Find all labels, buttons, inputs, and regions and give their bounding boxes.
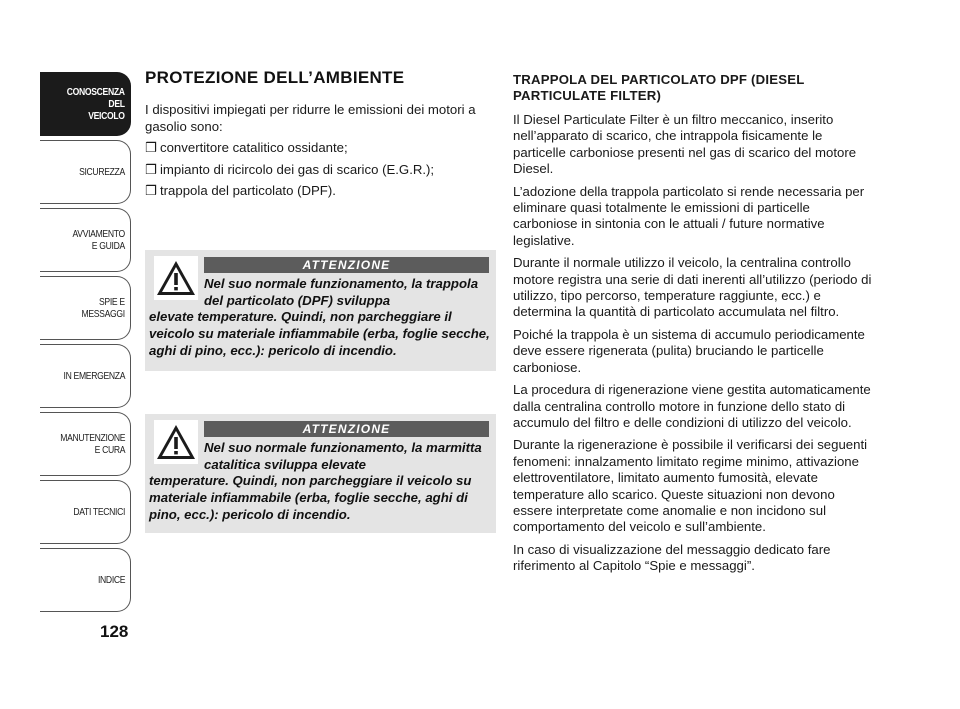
checkbox-bullet-icon: ❒	[145, 161, 157, 177]
warning-text-lead: Nel suo normale funzionamento, la marmitta catalitica sviluppa elevate	[204, 440, 482, 472]
warning-text-lead: Nel suo normale funzionamento, la trappola del particolato (DPF) sviluppa	[204, 276, 479, 308]
checkbox-bullet-icon: ❒	[145, 140, 157, 155]
paragraph: Durante la rigenerazione è possibile il verificarsi dei seguenti fenomeni: innalzamento limitato regime minimo, attivazione elettroventilatore, limitato aumento fumosità, elevate temperature allo scarico. Queste situazioni non devono essere interpretate come anomalie e non incidono sul comportamento del veicolo e sull’ambiente.	[513, 437, 868, 535]
list-item	[145, 140, 495, 157]
tab-dati-tecnici[interactable]	[40, 480, 131, 544]
paragraph: L’adozione della trappola particolato si rende necessaria per eliminare quasi totalmente le emissioni di particelle carboniose in sintonia con le attuali / future normative legislative.	[513, 183, 865, 248]
warning-text-body: temperature. Quindi, non parcheggiare il veicolo su materiale infiammabile (erba, foglie secche, aghi di pino, ecc.): pericolo di incendio.	[149, 473, 472, 522]
warning-label: ATTENZIONE	[204, 421, 489, 437]
warning-text	[149, 440, 494, 524]
tab-label: INDICE	[97, 574, 125, 586]
list-item	[145, 183, 495, 200]
warning-box-catalytic	[145, 414, 496, 533]
tab-avviamento-e-guida[interactable]	[40, 208, 131, 272]
list-item-text: convertitore catalitico ossidante;	[160, 140, 348, 155]
environment-section	[145, 68, 495, 205]
tab-label: MANUTENZIONE E CURA	[60, 432, 125, 456]
list-item-text: trappola del particolato (DPF).	[160, 183, 336, 198]
intro-paragraph: I dispositivi impiegati per ridurre le emissioni dei motori a gasolio sono:	[145, 102, 476, 134]
tab-label: IN EMERGENZA	[63, 370, 125, 382]
page-number: 128	[100, 622, 129, 641]
tab-sicurezza[interactable]	[40, 140, 131, 204]
dpf-section	[513, 72, 873, 581]
tab-label: SICUREZZA	[79, 166, 125, 178]
warning-box-dpf	[145, 250, 496, 371]
list-item	[145, 162, 495, 179]
tab-manutenzione-e-cura[interactable]	[40, 412, 131, 476]
checkbox-bullet-icon: ❒	[145, 183, 157, 198]
paragraph: Il Diesel Particulate Filter è un filtro meccanico, inserito nell’apparato di scarico, che intrappola fisicamente le particelle carboniose presenti nel gas di scarico del motore Diesel.	[513, 112, 857, 177]
list-item-text: impianto di ricircolo dei gas di scarico (E.G.R.);	[160, 161, 435, 177]
tab-label: AVVIAMENTO E GUIDA	[72, 228, 125, 252]
tab-label: DATI TECNICI	[73, 506, 125, 518]
tab-label: CONOSCENZA DEL VEICOLO	[67, 86, 125, 122]
paragraph: Durante il normale utilizzo il veicolo, la centralina controllo motore registra una serie di dati inerenti all’utilizzo (periodo di utilizzo, tipo percorso, temperature raggiunte, ecc.) e determina la quantità di particolato accumulata nel filtro.	[513, 255, 872, 320]
warning-text-body: elevate temperature. Quindi, non parcheggiare il veicolo su materiale infiammabile (erba, foglie secche, aghi di pino, ecc.): pericolo di incendio.	[149, 309, 490, 358]
tab-indice[interactable]	[40, 548, 131, 612]
tab-in-emergenza[interactable]	[40, 344, 131, 408]
warning-label: ATTENZIONE	[204, 257, 489, 273]
paragraph: Poiché la trappola è un sistema di accumulo periodicamente deve essere rigenerata (pulita) bruciando le particelle carboniose.	[513, 326, 865, 375]
warning-text	[149, 276, 494, 360]
tab-conoscenza-del-veicolo[interactable]	[40, 72, 131, 136]
paragraph: In caso di visualizzazione del messaggio dedicato fare riferimento al Capitolo “Spie e messaggi”.	[513, 541, 831, 574]
dpf-title: TRAPPOLA DEL PARTICOLATO DPF (DIESEL PARTICULATE FILTER)	[513, 72, 805, 103]
tab-label: SPIE E MESSAGGI	[81, 296, 125, 320]
section-title: PROTEZIONE DELL’AMBIENTE	[145, 68, 405, 87]
paragraph: La procedura di rigenerazione viene gestita automaticamente dalla centralina controllo motore in funzione dello stato di accumulo del filtro e delle condizioni di utilizzo del veicolo.	[513, 382, 871, 430]
tab-spie-e-messaggi[interactable]	[40, 276, 131, 340]
